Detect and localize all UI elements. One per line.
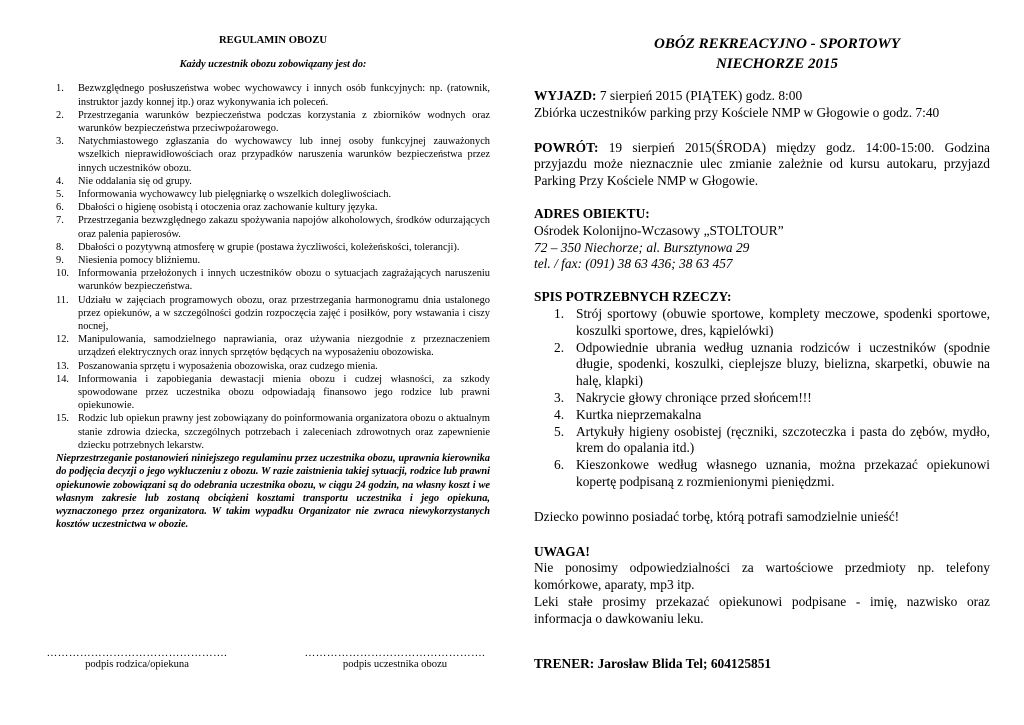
item-text: Strój sportowy (obuwie sportowe, komplety meczowe, spodenki sportowe, koszulki sportowe, dres, kąpielówki)	[576, 305, 990, 338]
item-number: 9.	[56, 255, 64, 267]
regulation-item	[56, 109, 490, 135]
item-text: Informowania i zapobiegania dewastacji mienia obozu i cudzej własności, za szkody spowodowane przez uczestnika obozu odpowiadają finansowo jego rodzice lub prawni opiekunowie.	[78, 373, 490, 412]
warning-text-valuables: Nie ponosimy odpowiedzialności za wartościowe przedmioty np. telefony komórkowe, aparaty, mp3 itp.	[534, 560, 990, 593]
item-text: Kurtka nieprzemakalna	[576, 406, 702, 422]
item-text: Manipulowania, samodzielnego naprawiania, oraz używania niezgodnie z przeznaczeniem urządzeń elektrycznych oraz innych sprzętów będących na wyposażeniu obozowiska.	[78, 334, 490, 359]
departure-gathering: Zbiórka uczestników parking przy Kościele NMP w Głogowie o godz. 7:40	[534, 104, 940, 120]
signature-participant-label: podpis uczestnika obozu	[342, 659, 448, 670]
item-number: 12.	[56, 334, 69, 346]
signature-line: ………………………………………….	[304, 648, 486, 659]
signature-line: ………………………………………….	[46, 648, 228, 659]
camp-subtitle: NIECHORZE 2015	[715, 56, 839, 72]
return-text: 19 sierpień 2015(ŚRODA) między godz. 14:00-15:00. Godzina przyjazdu może nieznacznie ulec zmianie zależnie od kursu autokaru, przyjazd Parking Przy Kościele NMP w Głogowie.	[534, 139, 990, 189]
regulation-item	[56, 214, 490, 240]
regulation-item	[56, 373, 490, 413]
item-number: 13.	[56, 360, 69, 372]
item-number: 1.	[56, 83, 64, 95]
item-text: Dbałości o higienę osobistą i otoczenia oraz zachowanie kultury języka.	[78, 202, 378, 214]
warning-text-medicine: Leki stałe prosimy przekazać opiekunowi podpisane - imię, nazwisko oraz informacja o dawkowaniu leku.	[534, 593, 990, 626]
return-label: POWRÓT:	[534, 139, 599, 155]
item-number: 4.	[554, 406, 565, 422]
regulations-note: Nieprzestrzeganie postanowień niniejszego regulaminu przez uczestnika obozu, uprawnia kierownika do podjęcia decyzji o jego wykluczeniu z obozu. W razie zaistnienia takiej sytuacji, rodzice lub prawni opiekunowie zobowiązani są do odebrania uczestnika obozu, w ciągu 24 godzin, na własny koszt i we własnym zakresie lub zostaną obciążeni kosztami transportu uczestnika i jego opiekuna, wyznaczonego przez organizatora. W takim wypadku Organizator nie zwraca niewykorzystanych kosztów uczestnictwa w obozie.	[56, 453, 490, 531]
item-text: Udziału w zajęciach programowych obozu, oraz przestrzegania harmonogramu dnia ustalonego przez opiekunów, a w szczególności godzin rozpoczęcia zajęć i posiłków, pory wstawania i ciszy nocnej,	[78, 294, 490, 333]
address-label: ADRES OBIEKTU:	[534, 205, 650, 221]
regulations-subtitle: Każdy uczestnik obozu zobowiązany jest do:	[179, 59, 367, 71]
address-phone: tel. / fax: (091) 38 63 436; 38 63 457	[534, 256, 733, 272]
signature-parent	[32, 648, 242, 670]
item-number: 2.	[554, 339, 565, 355]
camp-title: OBÓZ REKREACYJNO - SPORTOWY	[653, 36, 900, 52]
regulations-list	[56, 82, 490, 452]
item-text: Przestrzegania warunków bezpieczeństwa podczas korzystania z zbiorników wodnych oraz warunków bezpieczeństwa przeciwpożarowego.	[78, 109, 490, 135]
signature-participant	[290, 648, 500, 670]
regulation-item	[56, 82, 490, 108]
regulation-item	[56, 201, 490, 214]
regulation-item	[56, 188, 490, 201]
regulation-item	[56, 135, 490, 175]
packing-list	[534, 306, 990, 491]
trainer-contact: TRENER: Jarosław Blida Tel; 604125851	[534, 655, 772, 671]
packing-item	[534, 407, 990, 424]
item-text: Rodzic lub opiekun prawny jest zobowiązany do poinformowania organizatora obozu o aktualnym stanie zdrowia dziecka, szczególnych potrzebach i zaleceniach zdrowotnych oraz zapewnienie dziecku potrzebnych lekarstw.	[78, 413, 490, 451]
item-number: 2.	[56, 109, 64, 121]
item-text: Odpowiednie ubrania według uznania rodziców i uczestników (spodnie długie, spodenki, koszulki, cieplejsze bluzy, bielizna, skarpetki, obuwie na halę, klapki)	[576, 339, 990, 389]
return-info	[534, 140, 990, 190]
item-number: 1.	[554, 305, 565, 321]
packing-item	[534, 424, 990, 458]
packing-item	[534, 457, 990, 491]
item-text: Poszanowania sprzętu i wyposażenia obozowiska, oraz cudzego mienia.	[78, 360, 378, 372]
item-number: 5.	[554, 423, 565, 439]
packing-item	[534, 390, 990, 407]
packing-item	[534, 340, 990, 390]
warning-label: UWAGA!	[534, 543, 590, 559]
item-text: Informowania przełożonych i innych uczestników obozu o sytuacjach zagrażających naruszeniu warunków bezpieczeństwa.	[78, 268, 490, 293]
item-number: 7.	[56, 215, 64, 227]
item-text: Kieszonkowe według własnego uznania, można przekazać opiekunowi kopertę podpisaną z rozmienionymi pieniędzmi.	[576, 457, 990, 489]
item-number: 6.	[554, 457, 565, 473]
item-number: 3.	[554, 389, 565, 405]
item-number: 4.	[56, 175, 64, 187]
item-text: Bezwzględnego posłuszeństwa wobec wychowawcy i innych osób funkcyjnych: np. (ratownik, instruktor jazdy konnej itp.) oraz wykonywania ich poleceń.	[78, 83, 490, 108]
signature-parent-label: podpis rodzica/opiekuna	[85, 659, 189, 670]
item-text: Natychmiastowego zgłaszania do wychowawcy lub innej osoby funkcyjnej zauważonych wszelkich nieprawidłowościach oraz przypadków naruszenia warunków bezpieczeństwa przez innych uczestników obozu.	[78, 136, 490, 174]
item-text: Przestrzegania bezwzględnego zakazu spożywania napojów alkoholowych, środków odurzających oraz palenia papierosów.	[78, 215, 490, 240]
item-number: 10.	[56, 268, 69, 280]
item-text: Niesienia pomocy bliźniemu.	[78, 255, 201, 267]
item-number: 14.	[56, 373, 69, 385]
item-number: 6.	[56, 202, 64, 214]
regulation-item	[56, 294, 490, 334]
regulations-column	[56, 34, 490, 531]
regulation-item	[56, 360, 490, 373]
regulation-item	[56, 333, 490, 359]
item-text: Dbałości o pozytywną atmosferę w grupie (postawa życzliwości, koleżeńskości, tolerancji).	[78, 241, 460, 253]
regulation-item	[56, 175, 490, 188]
item-number: 5.	[56, 189, 64, 201]
regulation-item	[56, 254, 490, 267]
item-text: Nie oddalania się od grupy.	[78, 175, 192, 187]
bag-note: Dziecko powinno posiadać torbę, którą potrafi samodzielnie unieść!	[534, 508, 900, 524]
regulation-item	[56, 241, 490, 254]
item-text: Nakrycie głowy chroniące przed słońcem!!!	[576, 389, 812, 405]
packing-item	[534, 306, 990, 340]
item-number: 11.	[56, 294, 69, 306]
departure-label: WYJAZD:	[534, 88, 597, 103]
packing-list-label: SPIS POTRZEBNYCH RZECZY:	[534, 289, 732, 305]
regulation-item	[56, 412, 490, 452]
address-street: 72 – 350 Niechorze; al. Bursztynowa 29	[534, 239, 750, 255]
address-name: Ośrodek Kolonijno-Wczasowy „STOLTOUR”	[534, 222, 784, 238]
item-text: Artykuły higieny osobistej (ręczniki, szczoteczka i pasta do zębów, mydło, krem do opalania itd.)	[576, 423, 990, 456]
item-number: 8.	[56, 241, 64, 253]
regulations-title: REGULAMIN OBOZU	[218, 35, 327, 46]
departure-text: 7 sierpień 2015 (PIĄTEK) godz. 8:00	[596, 88, 803, 103]
item-text: Informowania wychowawcy lub pielęgniarkę o wszelkich dolegliwościach.	[78, 189, 392, 201]
camp-info-column	[534, 34, 990, 672]
item-number: 3.	[56, 136, 64, 148]
item-number: 15.	[56, 413, 69, 425]
regulation-item	[56, 267, 490, 293]
departure-info	[534, 88, 990, 105]
